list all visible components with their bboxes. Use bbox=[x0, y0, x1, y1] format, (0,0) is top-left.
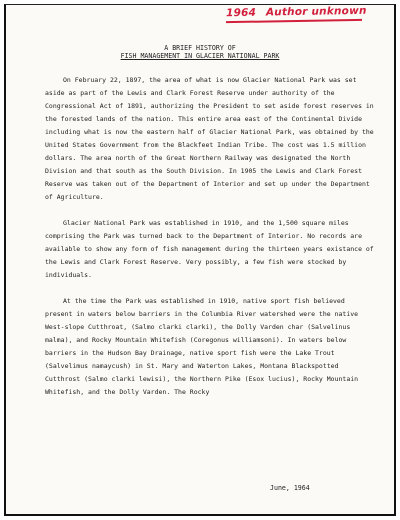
paragraph-3: At the time the Park was established in 1910, native sport fish believed present in waters below barriers in the Columbia River watershed were the native West-slope Cutthroat, (Salmo clarki clarki), the Dolly Varden char (Salvelinus malma), and Rocky Mountain Whitefish (Coregonus williamsoni). In waters below barriers in the Hudson Bay Drainage, native sport fish were the Lake Trout (Salvelimus namaycush) in St. Mary and Waterton Lakes, Montana Blackspotted Cutthrost (Salmo clarki lewisi), the Northern Pike (Esox lucius), Rocky Mountain Whitefish, and the Dolly Varden. The Rocky bbox=[45, 297, 359, 396]
document-title-line1: A BRIEF HISTORY OF bbox=[164, 44, 236, 52]
annotation-year: 1964 bbox=[225, 6, 257, 20]
document-body bbox=[45, 74, 375, 412]
annotation-author: Author unknown bbox=[265, 4, 367, 19]
handwritten-annotation bbox=[226, 5, 367, 19]
paragraph-1: On February 22, 1897, the area of what is now Glacier National Park was set aside as part of the Lewis and Clark Forest Reserve under authority of the Congressional Act of 1891, authorizing the President to set aside forest reserves in the forested lands of the nation. This entire area east of the Continental Divide including what is now the eastern half of Glacier National Park, was obtained by the United States Government from the Blackfeet Indian Tribe. The cost was 1.5 million dollars. The area north of the Great Northern Railway was designated the North Division and that south as the South Division. In 1905 the Lewis and Clark Forest Reserve was taken out of the Department of Interior and set up under the Department of Agriculture. bbox=[45, 76, 374, 201]
document-title-line2 bbox=[0, 52, 400, 60]
document-date: June, 1964 bbox=[270, 484, 310, 492]
paragraph-2: Glacier National Park was established in 1910, and the 1,500 square miles comprising the Park was turned back to the Department of Interior. No records are available to show any form of fish management during the thirteen years existance of the Lewis and Clark Forest Reserve. Very possibly, a few fish were stocked by individuals. bbox=[45, 219, 374, 279]
document-title-text: FISH MANAGEMENT IN GLACIER NATIONAL PARK bbox=[120, 52, 280, 60]
